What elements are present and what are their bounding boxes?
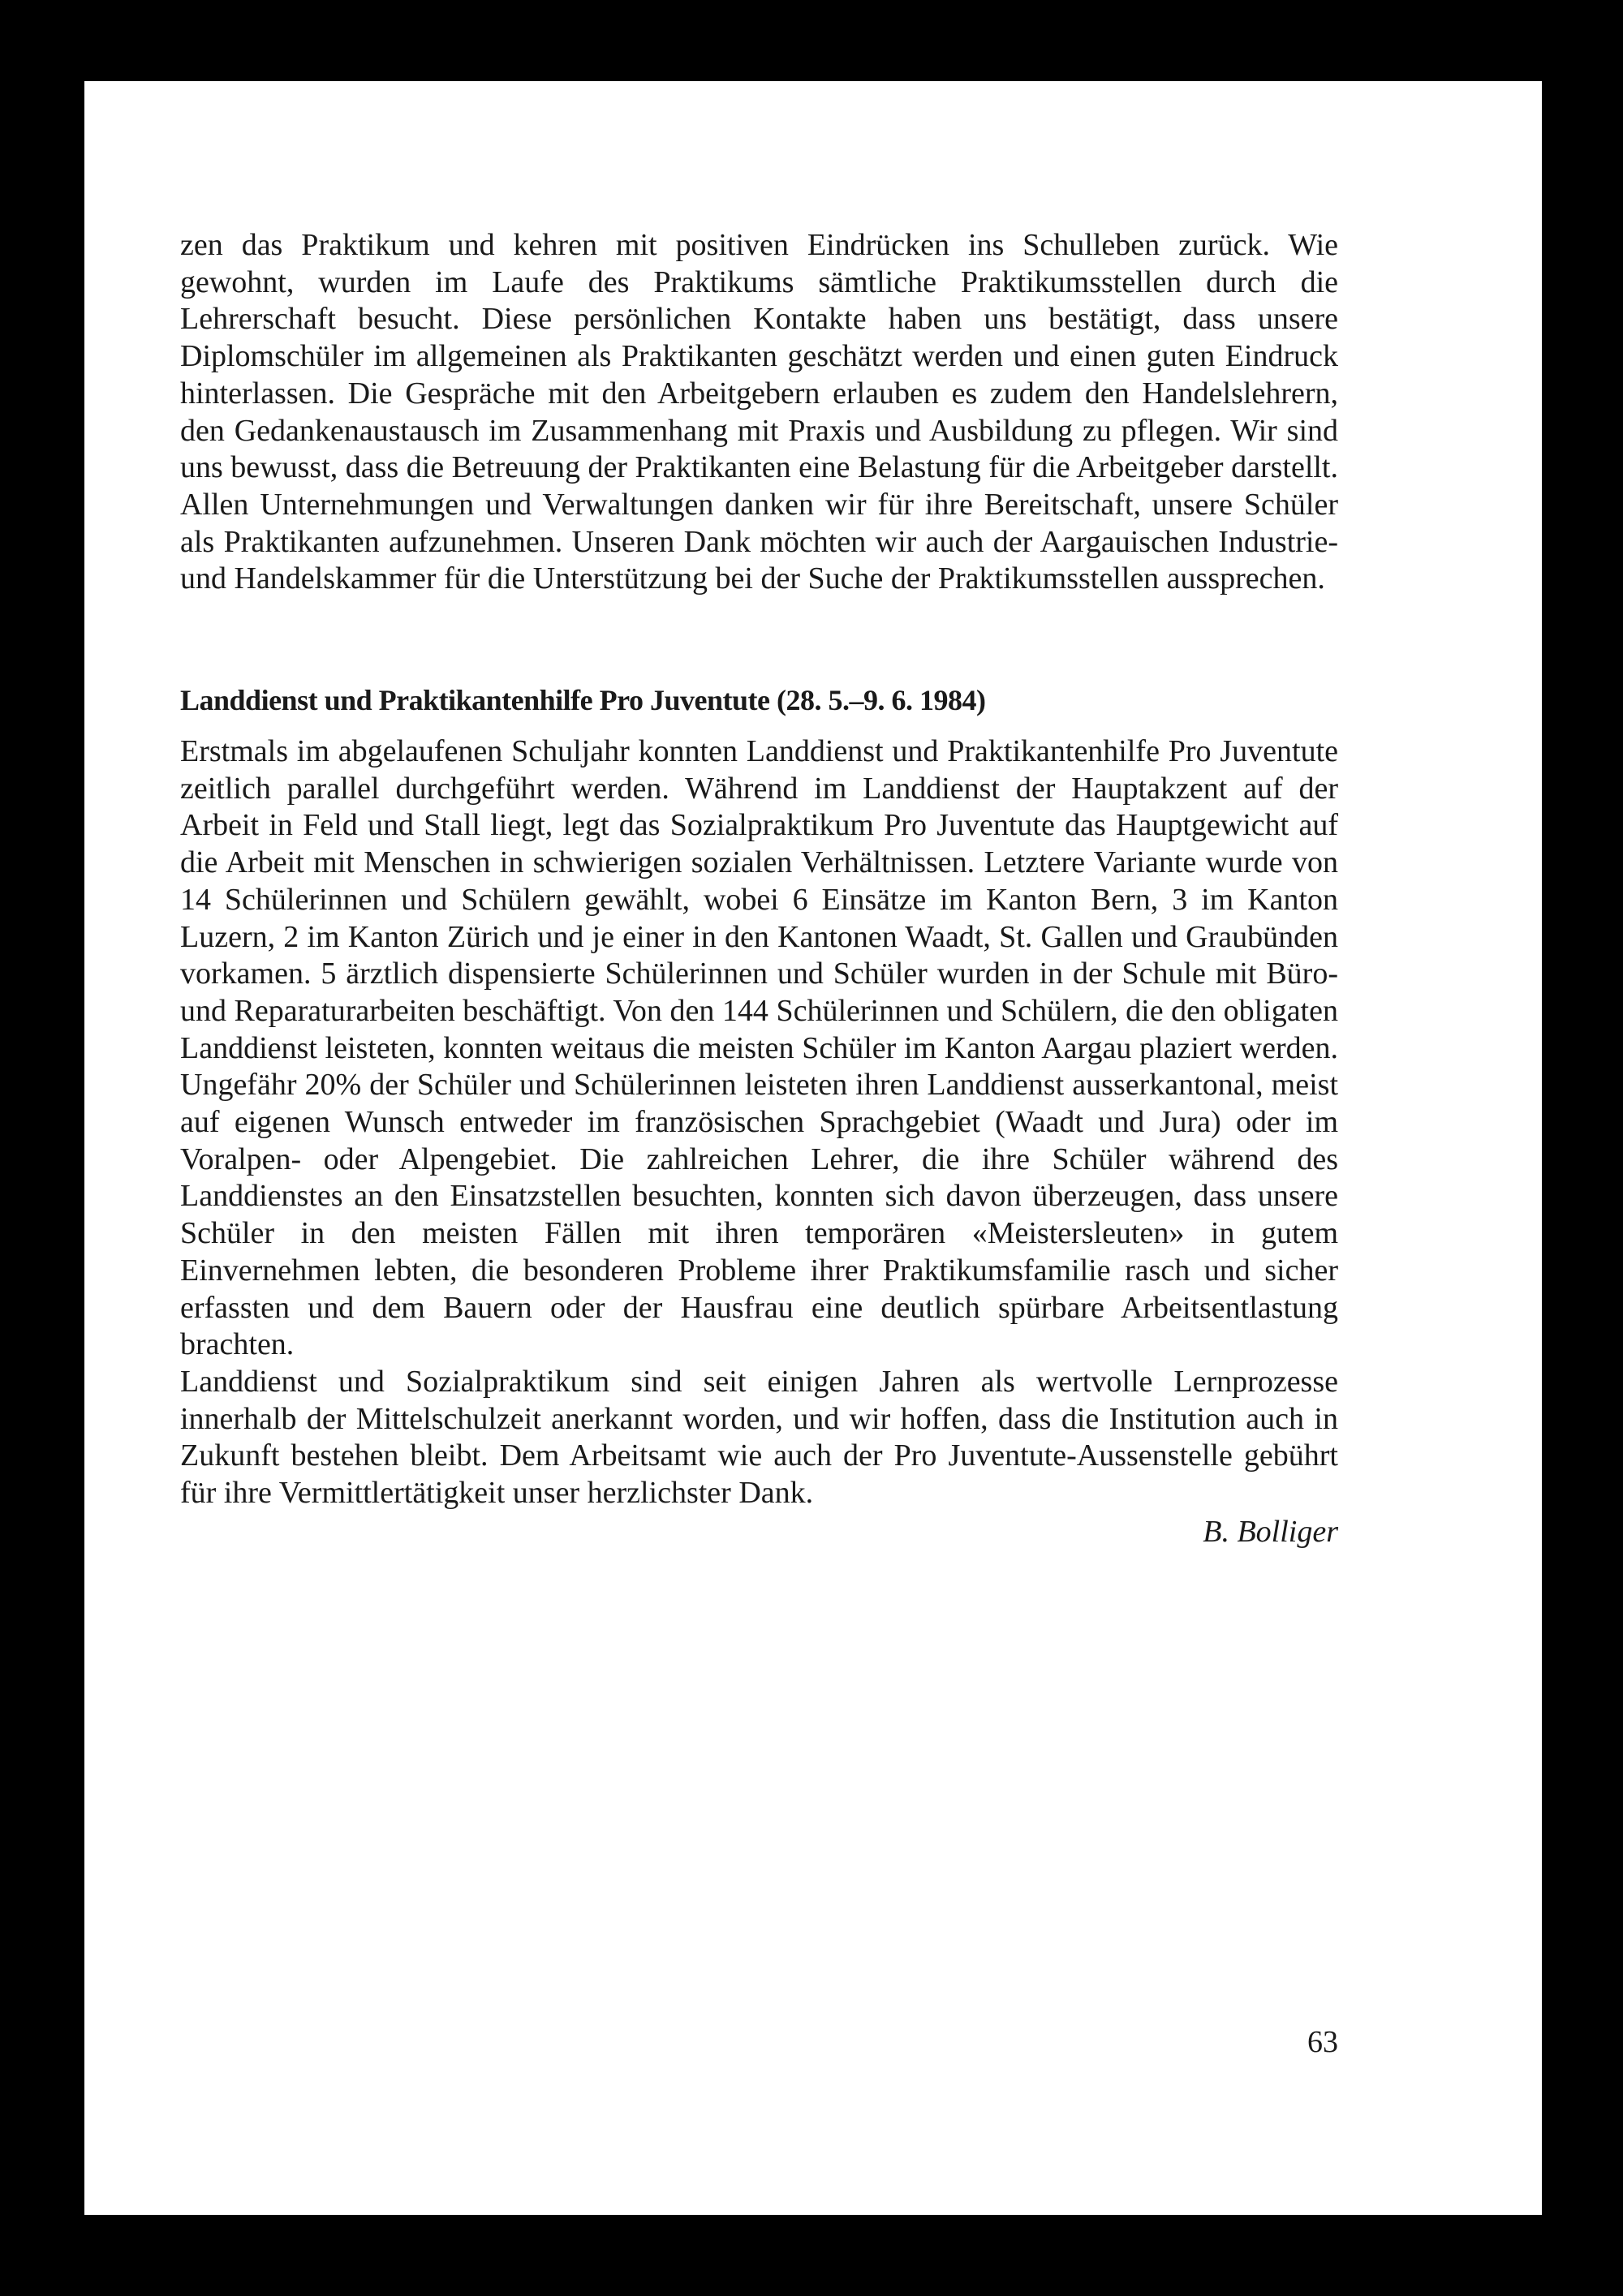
author-signature: B. Bolliger xyxy=(1203,1514,1338,1549)
section-paragraph-1: Erstmals im abgelaufenen Schuljahr konnten Landdienst und Praktikantenhilfe Pro Juventute zeitlich parallel durchgeführt werden. Während im Landdienst der Hauptakzent auf der Arbeit in Feld und Stall liegt, legt das Sozialpraktikum Pro Juventute das Hauptgewicht auf die Arbeit mit Menschen in schwierigen sozialen Verhältnissen. Letztere Variante wurde von 14 Schülerinnen und Schülern gewählt, wobei 6 Einsätze im Kanton Bern, 3 im Kanton Luzern, 2 im Kanton Zürich und je einer in den Kantonen Waadt, St. Gallen und Graubünden vorkamen. 5 ärztlich dispensierte Schülerinnen und Schüler wurden in der Schule mit Büro- und Reparaturarbeiten beschäftigt. Von den 144 Schülerinnen und Schülern, die den obligaten Landdienst leisteten, konnten weitaus die meisten Schüler im Kanton Aargau plaziert werden. Ungefähr 20% der Schüler und Schülerinnen leisteten ihren Landdienst ausserkantonal, meist auf eigenen Wunsch entweder im französischen Sprachgebiet (Waadt und Jura) oder im Voralpen- oder Alpengebiet. Die zahlreichen Lehrer, die ihre Schüler während des Landdienstes an den Einsatzstellen besuchten, konnten sich davon überzeugen, dass unsere Schüler in den meisten Fällen mit ihren temporären «Meistersleuten» in gutem Einvernehmen lebten, die besonderen Probleme ihrer Praktikumsfamilie rasch und sicher erfassten und dem Bauern oder der Hausfrau eine deutlich spürbare Arbeitsentlastung brachten. xyxy=(180,734,1338,1362)
document-page xyxy=(84,81,1542,2215)
intro-paragraph: zen das Praktikum und kehren mit positiven Eindrücken ins Schulleben zurück. Wie gewohnt, wurden im Laufe des Praktikums sämtliche Praktikumsstellen durch die Lehrerschaft besucht. Diese persönlichen Kontakte haben uns bestätigt, dass unsere Diplomschüler im allgemeinen als Praktikanten geschätzt werden und einen guten Eindruck hinterlassen. Die Gespräche mit den Arbeitgebern erlauben es zudem den Handelslehrern, den Gedankenaustausch im Zusammenhang mit Praxis und Ausbildung zu pflegen. Wir sind uns bewusst, dass die Betreuung der Praktikanten eine Belastung für die Arbeitgeber darstellt. Allen Unternehmungen und Verwaltungen danken wir für ihre Bereitschaft, unsere Schüler als Praktikanten aufzunehmen. Unseren Dank möchten wir auch der Aargauischen Industrie- und Handelskammer für die Unterstützung bei der Suche der Praktikumsstellen aussprechen. xyxy=(180,228,1338,596)
page-number: 63 xyxy=(1307,2025,1338,2059)
section-paragraph-2: Landdienst und Sozialpraktikum sind seit einigen Jahren als wertvolle Lernprozesse innerhalb der Mittelschulzeit anerkannt worden, und wir hoffen, dass die Institution auch in Zukunft bestehen bleibt. Dem Arbeitsamt wie auch der Pro Juventute-Aussenstelle gebührt für ihre Vermittlertätigkeit unser herzlichster Dank. xyxy=(180,1364,1338,1511)
page-content xyxy=(180,227,1338,1551)
section-heading: Landdienst und Praktikantenhilfe Pro Juventute (28. 5.–9. 6. 1984) xyxy=(180,684,986,717)
